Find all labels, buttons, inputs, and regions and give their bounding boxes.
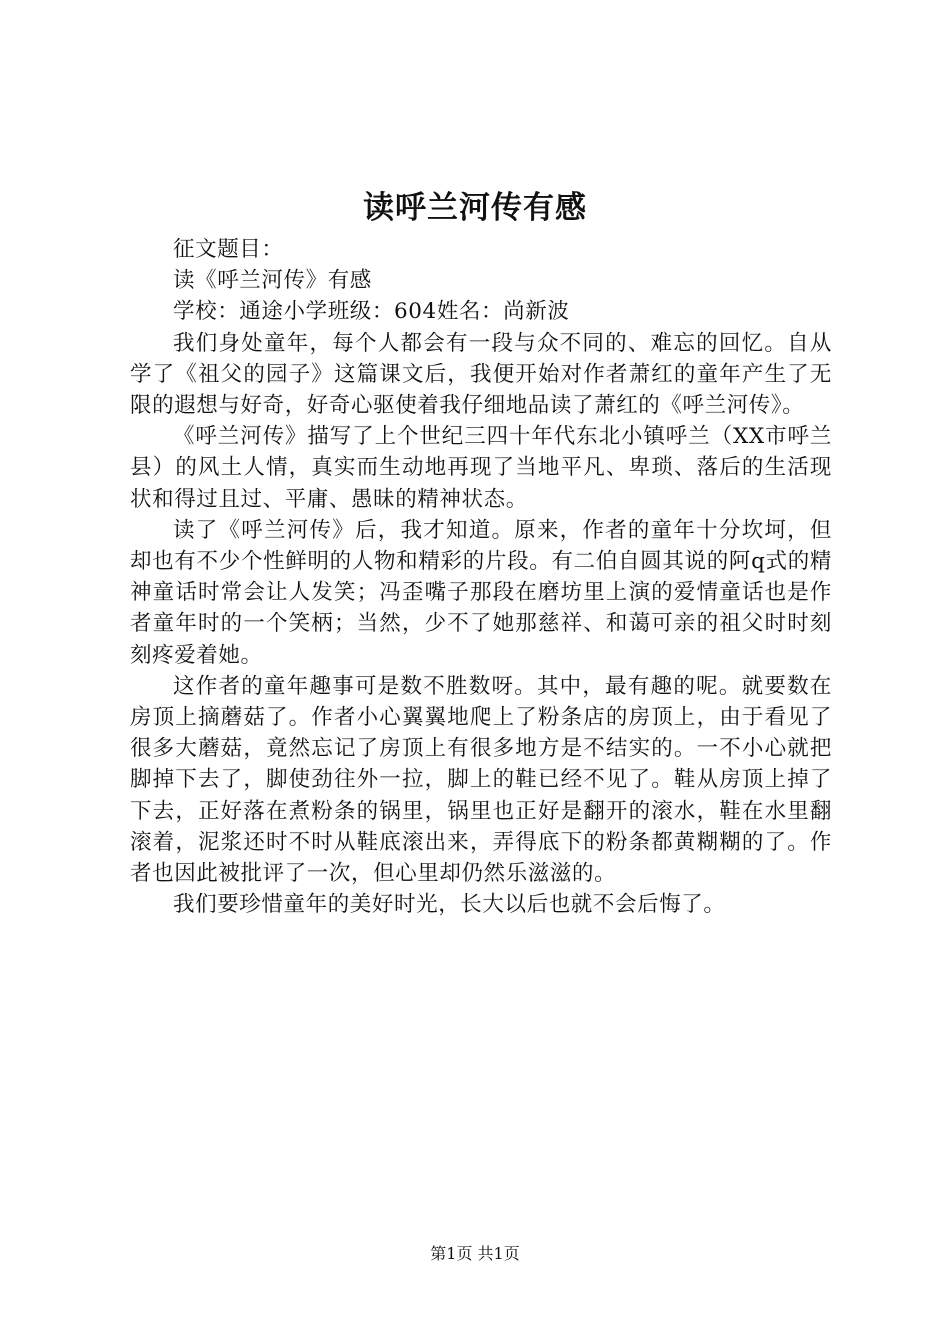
paragraph: 我们要珍惜童年的美好时光，长大以后也就不会后悔了。	[173, 892, 726, 918]
paragraph: 这作者的童年趣事可是数不胜数呀。其中，最有趣的呢。就要数在房顶上摘蘑菇了。作者小心翼翼地爬上了粉条店的房顶上，由于看见了很多大蘑菇，竟然忘记了房顶上有很多地方是不结实的。一不小心就把脚掉下去了，脚使劲往外一拉，脚上的鞋已经不见了。鞋从房顶上掉了下去，正好落在煮粉条的锅里，锅里也正好是翻开的滚水，鞋在水里翻滚着，泥浆还时不时从鞋底滚出来，弄得底下的粉条都黄糊糊的了。作者也因此被批评了一次，但心里却仍然乐滋滋的。	[130, 673, 832, 887]
paragraph: 我们身处童年，每个人都会有一段与众不同的、难忘的回忆。自从学了《祖父的园子》这篇课文后，我便开始对作者萧红的童年产生了无限的遐想与好奇，好奇心驱使着我仔细地品读了萧红的《呼兰河传》。	[130, 330, 832, 419]
essay-label: 征文题目：	[173, 237, 284, 262]
document-title: 读呼兰河传有感	[363, 190, 587, 226]
document-body	[130, 234, 832, 920]
author-info: 学校：通途小学班级：604姓名：尚新波	[173, 299, 570, 325]
page-footer: 第1页 共1页	[430, 1244, 520, 1263]
essay-topic: 读《呼兰河传》有感	[173, 268, 372, 294]
paragraph: 读了《呼兰河传》后，我才知道。原来，作者的童年十分坎坷，但却也有不少个性鲜明的人物和精彩的片段。有二伯自圆其说的阿q式的精神童话时常会让人发笑；冯歪嘴子那段在磨坊里上演的爱情童话也是作者童年时的一个笑柄；当然，少不了她那慈祥、和蔼可亲的祖父时时刻刻疼爱着她。	[130, 517, 832, 668]
paragraph: 《呼兰河传》描写了上个世纪三四十年代东北小镇呼兰（XX市呼兰县）的风土人情，真实而生动地再现了当地平凡、卑琐、落后的生活现状和得过且过、平庸、愚昧的精神状态。	[130, 424, 832, 512]
